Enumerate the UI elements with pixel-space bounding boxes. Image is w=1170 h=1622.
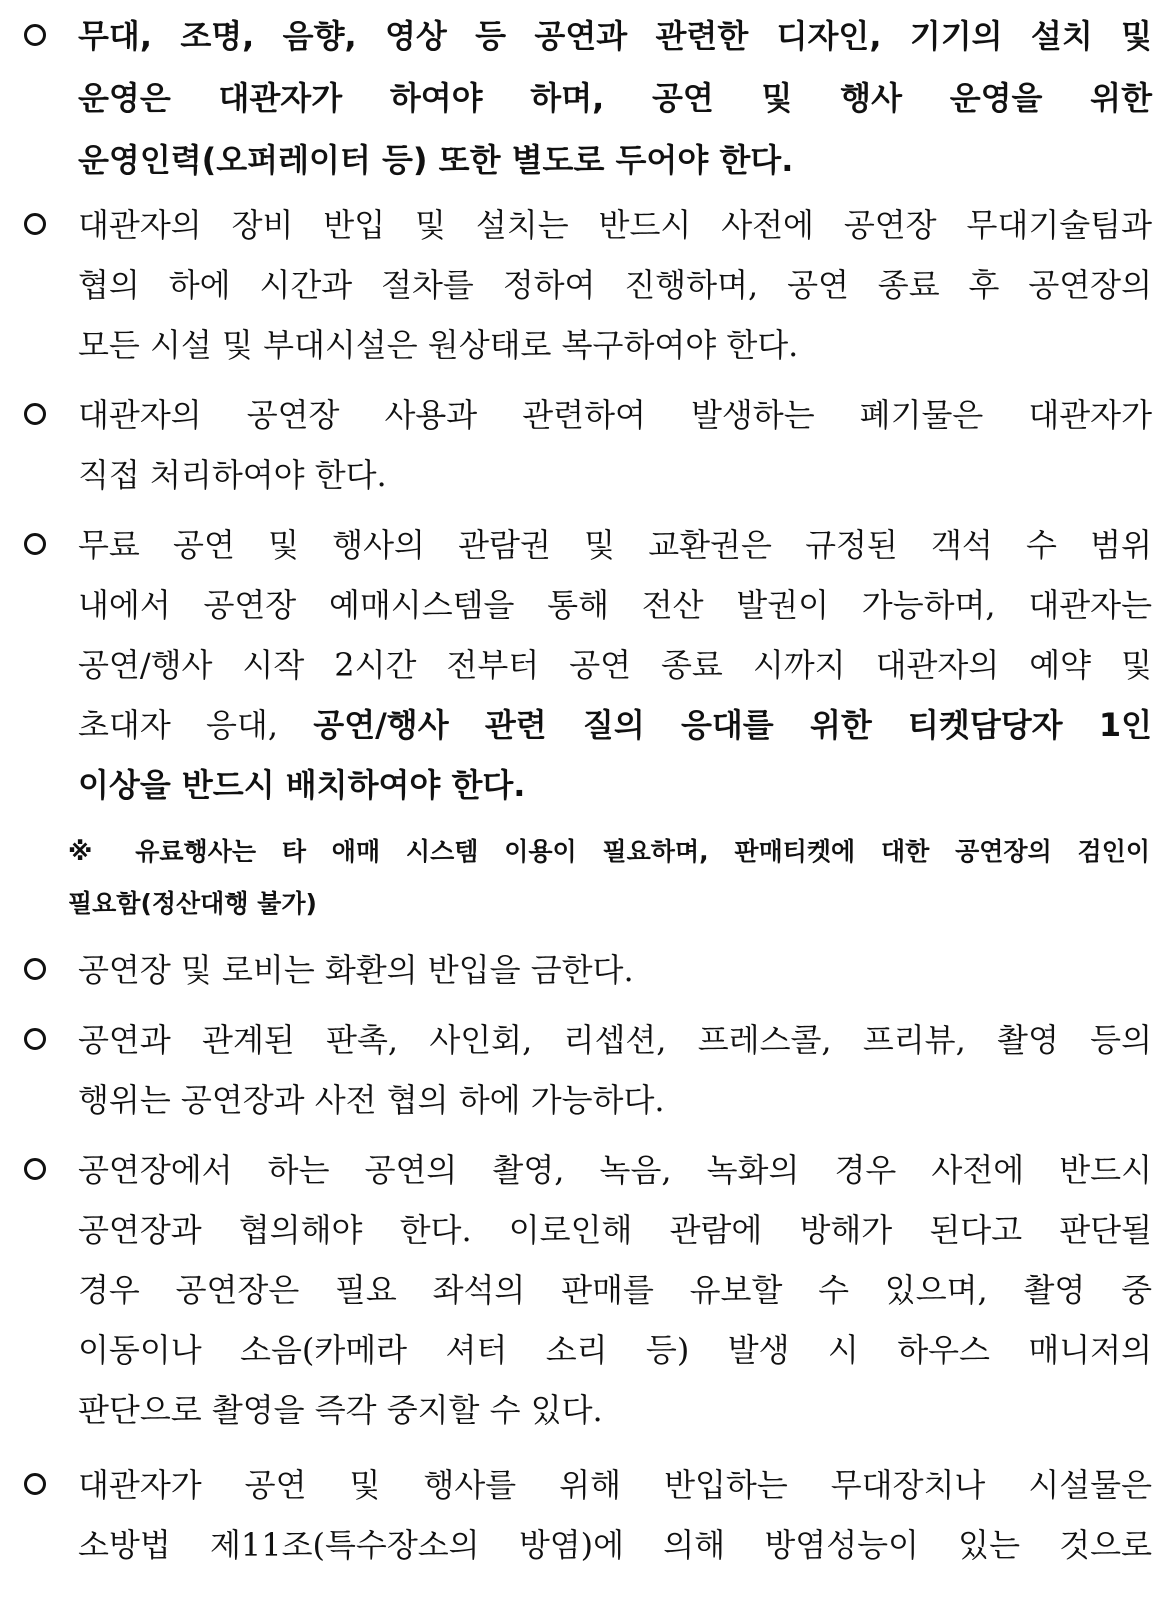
- text-line: 대관자의 공연장 사용과 관련하여 발생하는 폐기물은 대관자가: [78, 396, 1152, 434]
- text-line: 모든 시설 및 부대시설은 원상태로 복구하여야 한다.: [78, 326, 799, 364]
- text-line: 공연과 관계된 판촉, 사인회, 리셉션, 프레스콜, 프리뷰, 촬영 등의: [78, 1021, 1152, 1059]
- circle-bullet-icon: [24, 1473, 46, 1495]
- circle-bullet-icon: [24, 1028, 46, 1050]
- text-line: 공연장과 협의해야 한다. 이로인해 관람에 방해가 된다고 판단될: [78, 1211, 1152, 1249]
- text-line: 경우 공연장은 필요 좌석의 판매를 유보할 수 있으며, 촬영 중: [78, 1271, 1152, 1309]
- text-line: 대관자가 공연 및 행사를 위해 반입하는 무대장치나 시설물은: [78, 1466, 1152, 1504]
- text-line: 운영은 대관자가 하여야 하며, 공연 및 행사 운영을 위한: [78, 79, 1152, 117]
- text-line: 협의 하에 시간과 절차를 정하여 진행하며, 공연 종료 후 공연장의: [78, 266, 1152, 304]
- text-line: 내에서 공연장 예매시스템을 통해 전산 발권이 가능하며, 대관자는: [78, 586, 1152, 624]
- text-line-bold-segment: 공연/행사 관련 질의 응대를 위한 티켓담당자 1인: [313, 706, 1152, 744]
- text-line: 무료 공연 및 행사의 관람권 및 교환권은 규정된 객석 수 범위: [78, 526, 1152, 564]
- text-line: [78, 695, 1152, 755]
- text-line: 운영인력(오퍼레이터 등) 또한 별도로 두어야 한다.: [78, 141, 794, 179]
- text-line: 이상을 반드시 배치하여야 한다.: [78, 766, 526, 804]
- text-line-start: 초대자 응대,: [78, 706, 314, 744]
- text-line: 무대, 조명, 음향, 영상 등 공연과 관련한 디자인, 기기의 설치 및: [78, 17, 1152, 55]
- text-line: 소방법 제11조(특수장소의 방염)에 의해 방염성능이 있는 것으로: [78, 1526, 1152, 1564]
- circle-bullet-icon: [24, 213, 46, 235]
- text-line: 이동이나 소음(카메라 셔터 소리 등) 발생 시 하우스 매니저의: [78, 1331, 1152, 1369]
- text-line: 공연장에서 하는 공연의 촬영, 녹음, 녹화의 경우 사전에 반드시: [78, 1151, 1152, 1189]
- circle-bullet-icon: [24, 24, 46, 46]
- circle-bullet-icon: [24, 1158, 46, 1180]
- text-line: 공연장 및 로비는 화환의 반입을 금한다.: [78, 951, 634, 989]
- note-line: ※ 유료행사는 타 애매 시스템 이용이 필요하며, 판매티켓에 대한 공연장의 검인이: [68, 837, 1150, 866]
- circle-bullet-icon: [24, 403, 46, 425]
- circle-bullet-icon: [24, 533, 46, 555]
- text-line: 직접 처리하여야 한다.: [78, 456, 387, 494]
- text-line: 대관자의 장비 반입 및 설치는 반드시 사전에 공연장 무대기술팀과: [78, 206, 1152, 244]
- text-line: 공연/행사 시작 2시간 전부터 공연 종료 시까지 대관자의 예약 및: [78, 646, 1152, 684]
- text-line: 판단으로 촬영을 즉각 중지할 수 있다.: [78, 1391, 603, 1429]
- circle-bullet-icon: [24, 958, 46, 980]
- note-line: 필요함(정산대행 불가): [68, 889, 317, 918]
- text-line: 행위는 공연장과 사전 협의 하에 가능하다.: [78, 1081, 665, 1119]
